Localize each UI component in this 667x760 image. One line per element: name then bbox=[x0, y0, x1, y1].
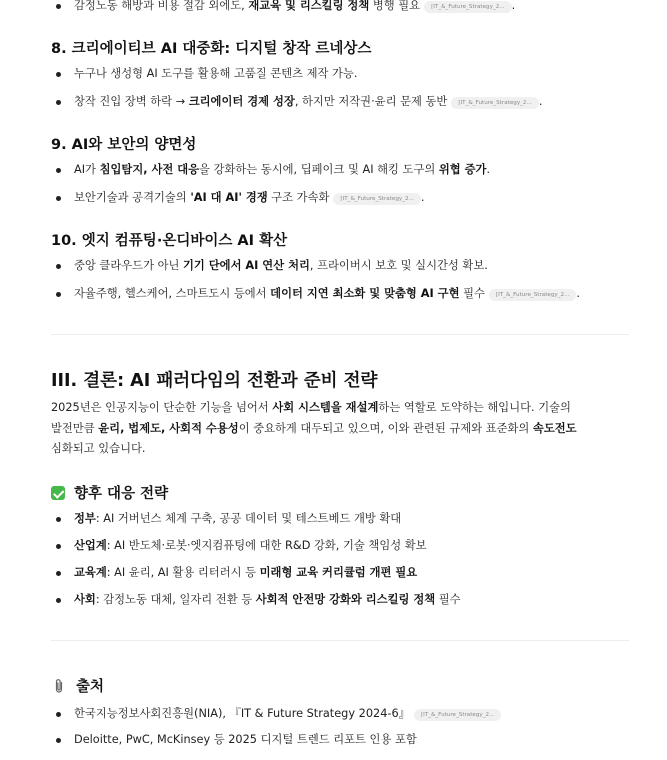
bullet-dot bbox=[56, 72, 61, 77]
bullet-dot bbox=[56, 598, 61, 603]
conclusion-paragraph: 2025년은 인공지능이 단순한 기능을 넘어서 사회 시스템을 재설계하는 역할로 도약하는 해입니다. 기술의 발전만큼 윤리, 법제도, 사회적 수용성이 중요하게 대두되고 있으며, 이와 관련된 규제와 표준화의 속도전도 심화되고 있습니다. bbox=[51, 401, 577, 455]
bullet-dot bbox=[56, 264, 61, 269]
strategy-heading: 향후 대응 전략 bbox=[51, 482, 168, 503]
bullet-dot bbox=[56, 100, 61, 105]
document-page: 감정노동 해방과 비용 절감 외에도, 재교육 및 리스킬링 정책 병행 필요 [IT_&_Future_Strategy_2... . 8. 크리에이티브 AI 대중화: 디지털 창작 르네상스 누구나 생성형 AI 도구를 활용해 고품질 콘텐츠 제작 가능. 창작 진입 장벽 하락 → 크리에이터 경제 성장, 하지만 저작권·윤리 문제 동반 [IT_&_Future_Strategy_2... . 9. AI와 보안의 양면성 AI가 침입탐지, 사전 대응을 강화하는 동시에, 딥페이크 및 AI 해킹 도구의 위협 증가. 보안기술과 공격기술의 'AI 대 AI' 경쟁 구조 가속화 [IT_&_Future_Strategy_2... . 10. 엣지 컴퓨팅·온디바이스 AI 확산 중앙 클라우드가 아닌 기기 단에서 AI 연산 처리, 프라이버시 보호 및 실시간성 확보. 자율주행, 헬스케어, 스마트도시 등에서 데이터 지연 최소화 및 맞춤형 AI 구현 필수 [IT_&_Future_Strategy_2... . III. 결론: AI 패러다임의 전환과 준비 전략 2025년은 인공지능이 단순한 기능을 넘어서 사회 시스템을 재설계하는 역할로 도약하는 해입니다. 기술의 발전만큼 윤리, 법제도, 사회적 수용성이 중요하게 대두되고 있으며, 이와 관련된 규제와 표준화의 속도전도 심화되고 있습니다. 향후 대응 전략 정부: AI 거버넌스 체계 구축, 공공 데이터 및 테스트베드 개방 확대 산업계: AI 반도체·로봇·엣지컴퓨팅에 대한 R&D 강화, 기술 책임성 확보 교육계: AI 윤리, AI 활용 리터러시 등 미래형 교육 커리큘럼 개편 필요 사회: 감정노동 대체, 일자리 전환 등 사회적 안전망 강화와 리스킬링 정책 필수 출처 한국지능정보사회진흥원(NIA), 『IT & Future Strategy 2024-6』 [IT_&_Future_Strategy_2... Deloitte, PwC, McKinsey 등 2025 디지털 트렌드 리포트 인용 포함 bbox=[0, 0, 667, 760]
bullet-dot bbox=[56, 292, 61, 297]
citation-chip[interactable]: [IT_&_Future_Strategy_2... bbox=[333, 193, 420, 205]
bullet-dot bbox=[56, 544, 61, 549]
section-10-heading: 10. 엣지 컴퓨팅·온디바이스 AI 확산 bbox=[51, 233, 288, 249]
citation-chip[interactable]: [IT_&_Future_Strategy_2... bbox=[424, 1, 511, 13]
section-8-heading: 8. 크리에이티브 AI 대중화: 디지털 창작 르네상스 bbox=[51, 41, 372, 57]
paperclip-icon bbox=[53, 678, 65, 694]
conclusion-heading: III. 결론: AI 패러다임의 전환과 준비 전략 bbox=[51, 371, 378, 391]
bullet-dot bbox=[56, 196, 61, 201]
bullet-dot bbox=[56, 4, 61, 9]
section-9-heading: 9. AI와 보안의 양면성 bbox=[51, 137, 197, 153]
check-mark-icon bbox=[51, 486, 65, 500]
bullet-dot bbox=[56, 168, 61, 173]
citation-chip[interactable]: [IT_&_Future_Strategy_2... bbox=[451, 97, 538, 109]
bullet-dot bbox=[56, 517, 61, 522]
divider bbox=[51, 334, 629, 335]
sources-heading: 출처 bbox=[51, 675, 104, 696]
bullet-dot bbox=[56, 571, 61, 576]
bullet-dot bbox=[56, 712, 61, 717]
citation-chip[interactable]: [IT_&_Future_Strategy_2... bbox=[489, 289, 576, 301]
bullet-dot bbox=[56, 738, 61, 743]
citation-chip[interactable]: [IT_&_Future_Strategy_2... bbox=[414, 709, 501, 721]
divider bbox=[51, 640, 629, 641]
